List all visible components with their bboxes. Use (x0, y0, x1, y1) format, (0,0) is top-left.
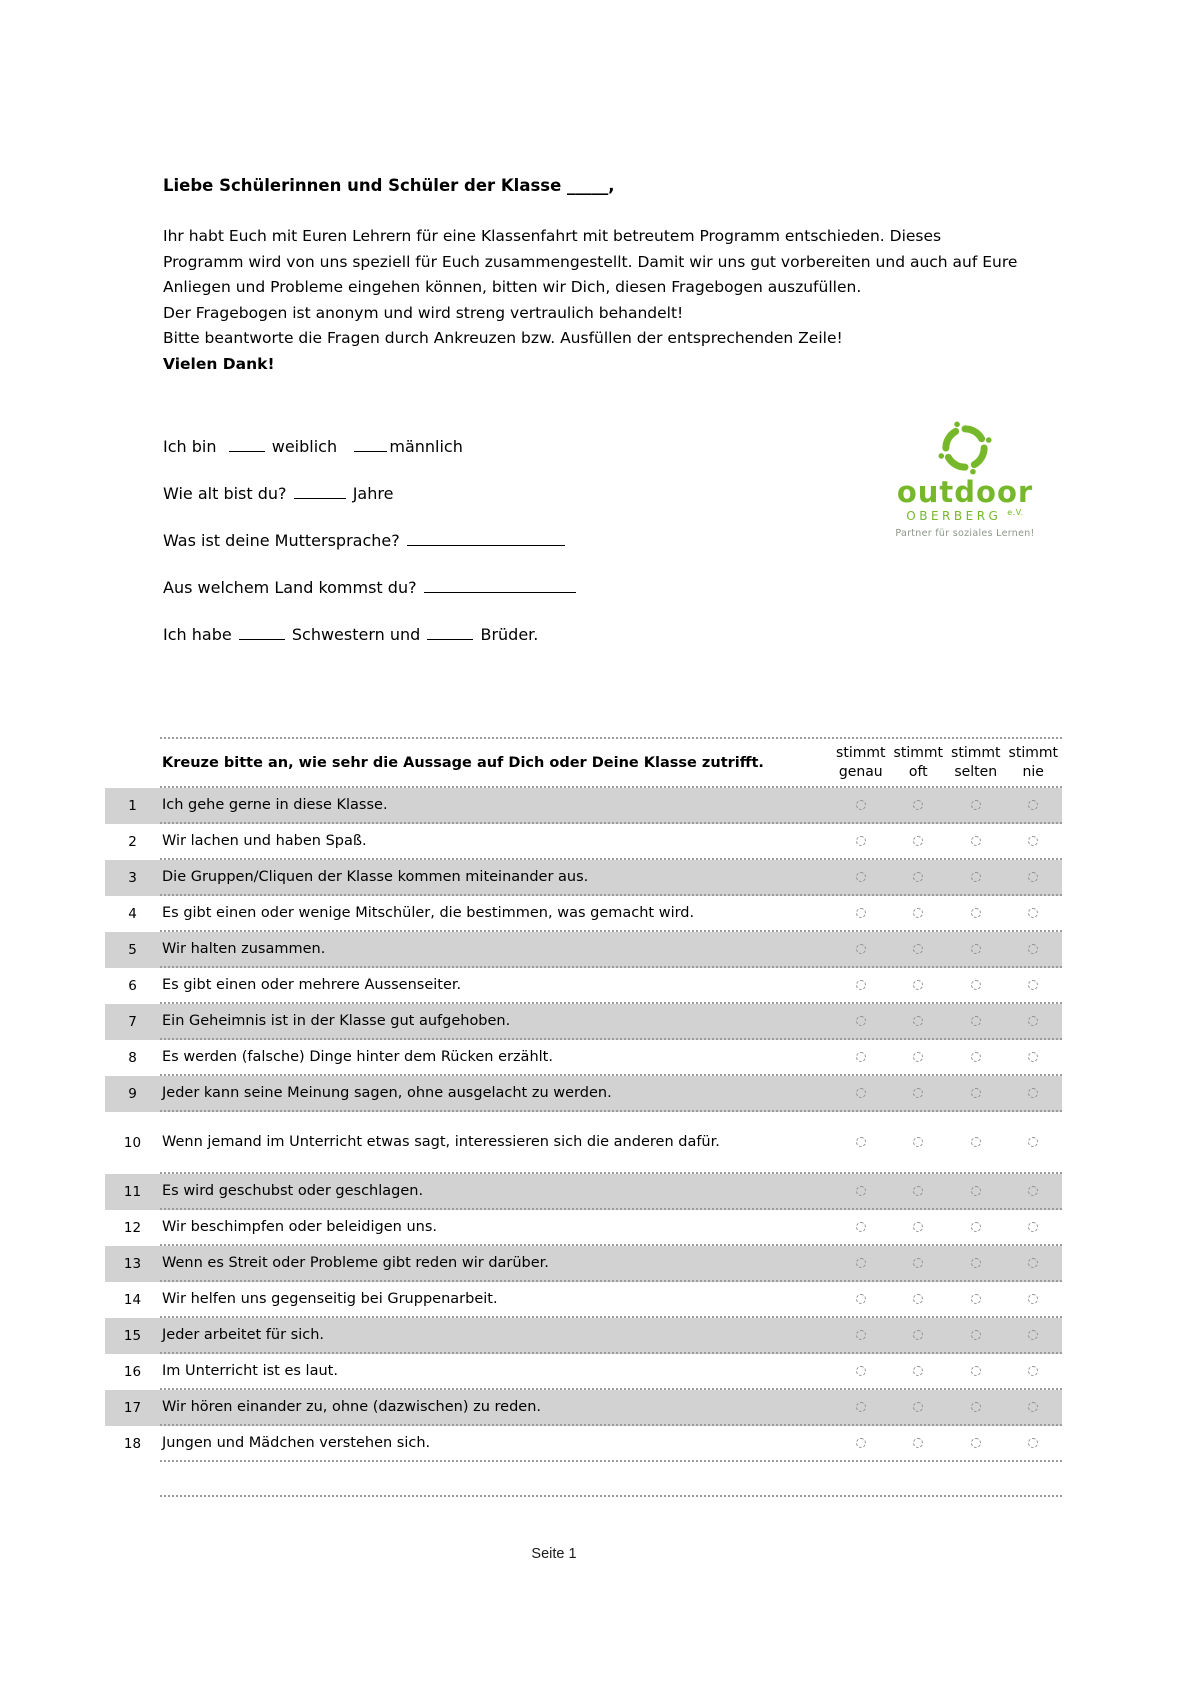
statement-text: Ich gehe gerne in diese Klasse. (162, 797, 388, 813)
radio-nie[interactable] (1028, 1294, 1038, 1304)
statement-number: 7 (128, 1014, 137, 1030)
option-cell-oft (890, 1426, 948, 1460)
option-cell-nie (1005, 1210, 1063, 1244)
logo-wordmark: outdoor (896, 475, 1034, 509)
outdoor-oberberg-logo (895, 420, 1035, 539)
option-cell-selten (947, 932, 1005, 966)
radio-selten[interactable] (971, 944, 981, 954)
statement-row-8 (105, 1040, 1062, 1076)
statement-row-13 (105, 1246, 1062, 1282)
option-cell-genau (832, 1318, 890, 1352)
statement-number: 13 (123, 1256, 142, 1272)
intro-paragraph-line: Anliegen und Probleme eingehen können, bitten wir Dich, diesen Fragebogen auszufüllen. (163, 278, 862, 296)
option-cell-selten (947, 1318, 1005, 1352)
radio-selten[interactable] (971, 1016, 981, 1026)
option-cell-genau (832, 1426, 890, 1460)
people-circle-icon (937, 420, 993, 476)
radio-genau[interactable] (856, 1258, 866, 1268)
option-cell-selten (947, 1174, 1005, 1208)
radio-oft[interactable] (913, 1016, 923, 1026)
option-cell-selten (947, 1282, 1005, 1316)
radio-oft[interactable] (913, 800, 923, 810)
radio-oft[interactable] (913, 1438, 923, 1448)
field-label-text: Schwestern und (286, 625, 426, 644)
statement-text: Es werden (falsche) Dinge hinter dem Rücken erzählt. (162, 1049, 553, 1065)
option-cell-selten (947, 1354, 1005, 1388)
radio-nie[interactable] (1028, 1438, 1038, 1448)
radio-oft[interactable] (913, 1294, 923, 1304)
field-country (163, 577, 783, 598)
statement-text: Wir beschimpfen oder beleidigen uns. (162, 1219, 438, 1235)
option-cell-nie (1005, 932, 1063, 966)
fill-in-blank[interactable] (427, 638, 473, 640)
radio-genau[interactable] (856, 980, 866, 990)
option-header-nie: stimmt nie (1008, 745, 1058, 780)
option-cell-selten (947, 1004, 1005, 1038)
option-header-oft: stimmt oft (893, 745, 943, 780)
demographic-fields (163, 436, 783, 671)
fill-in-blank[interactable] (424, 591, 576, 593)
option-cell-selten (947, 1390, 1005, 1424)
option-cell-nie (1005, 1246, 1063, 1280)
field-mother-tongue (163, 530, 783, 551)
statement-row-18 (105, 1426, 1062, 1462)
radio-oft[interactable] (913, 908, 923, 918)
radio-genau[interactable] (856, 1366, 866, 1376)
option-cell-oft (890, 788, 948, 822)
statement-number: 1 (128, 798, 137, 814)
fill-in-blank[interactable] (229, 450, 265, 452)
option-cell-selten (947, 1112, 1005, 1172)
option-cell-selten (947, 1426, 1005, 1460)
survey-table (105, 737, 1062, 1497)
radio-nie[interactable] (1028, 980, 1038, 990)
statement-number: 6 (128, 978, 137, 994)
statement-row-1 (105, 788, 1062, 824)
option-cell-oft (890, 1174, 948, 1208)
radio-genau[interactable] (856, 800, 866, 810)
field-label-text: weiblich (266, 437, 353, 456)
radio-selten[interactable] (971, 1402, 981, 1412)
radio-selten[interactable] (971, 1186, 981, 1196)
radio-nie[interactable] (1028, 1366, 1038, 1376)
radio-genau[interactable] (856, 908, 866, 918)
statement-text: Es gibt einen oder wenige Mitschüler, die bestimmen, was gemacht wird. (162, 905, 695, 921)
option-cell-genau (832, 1004, 890, 1038)
statement-number: 11 (123, 1184, 142, 1200)
radio-selten[interactable] (971, 1366, 981, 1376)
radio-genau[interactable] (856, 1222, 866, 1232)
radio-nie[interactable] (1028, 1186, 1038, 1196)
fill-in-blank[interactable] (294, 497, 346, 499)
radio-oft[interactable] (913, 1186, 923, 1196)
option-cell-oft (890, 1354, 948, 1388)
statement-number: 10 (123, 1135, 142, 1151)
radio-nie[interactable] (1028, 1137, 1038, 1147)
option-cell-nie (1005, 1426, 1063, 1460)
trailing-dotted-line (160, 1495, 1062, 1497)
radio-genau[interactable] (856, 872, 866, 882)
statement-number: 4 (128, 906, 137, 922)
statement-row-2 (105, 824, 1062, 860)
statement-number: 14 (123, 1292, 142, 1308)
option-cell-oft (890, 1076, 948, 1110)
option-cell-selten (947, 824, 1005, 858)
radio-genau[interactable] (856, 1052, 866, 1062)
option-cell-nie (1005, 1318, 1063, 1352)
option-cell-genau (832, 1174, 890, 1208)
statement-number: 8 (128, 1050, 137, 1066)
statement-number: 15 (123, 1328, 142, 1344)
option-cell-nie (1005, 1112, 1063, 1172)
radio-oft[interactable] (913, 1088, 923, 1098)
radio-genau[interactable] (856, 1186, 866, 1196)
intro-paragraph-line: Ihr habt Euch mit Euren Lehrern für eine Klassenfahrt mit betreutem Programm entschieden. Dieses (163, 227, 942, 245)
statement-text: Jeder kann seine Meinung sagen, ohne ausgelacht zu werden. (162, 1085, 612, 1101)
option-cell-genau (832, 1076, 890, 1110)
field-label-text: Jahre (347, 484, 394, 503)
option-cell-selten (947, 1076, 1005, 1110)
survey-table-header (105, 737, 1062, 788)
statement-text: Wir hören einander zu, ohne (dazwischen) zu reden. (162, 1399, 541, 1415)
option-cell-oft (890, 932, 948, 966)
fill-in-blank[interactable] (239, 638, 285, 640)
radio-oft[interactable] (913, 836, 923, 846)
radio-nie[interactable] (1028, 836, 1038, 846)
statement-text: Im Unterricht ist es laut. (162, 1363, 338, 1379)
intro-paragraph-line: Der Fragebogen ist anonym und wird streng vertraulich behandelt! (163, 303, 684, 322)
field-label-text: Ich bin (163, 437, 227, 456)
statement-text: Es gibt einen oder mehrere Aussenseiter. (162, 977, 462, 993)
radio-nie[interactable] (1028, 944, 1038, 954)
radio-oft[interactable] (913, 1052, 923, 1062)
option-cell-nie (1005, 1354, 1063, 1388)
radio-genau[interactable] (856, 836, 866, 846)
field-label-text: Was ist deine Muttersprache? (163, 531, 405, 550)
intro-paragraph-line: Programm wird von uns speziell für Euch zusammengestellt. Damit wir uns gut vorbereiten und auch auf Eure (163, 252, 1018, 271)
radio-selten[interactable] (971, 1438, 981, 1448)
radio-oft[interactable] (913, 1137, 923, 1147)
intro-paragraph (163, 224, 1068, 377)
radio-selten[interactable] (971, 836, 981, 846)
option-cell-nie (1005, 896, 1063, 930)
option-cell-oft (890, 1004, 948, 1038)
radio-oft[interactable] (913, 980, 923, 990)
option-cell-nie (1005, 1004, 1063, 1038)
fill-in-blank[interactable] (354, 450, 387, 452)
statement-row-16 (105, 1354, 1062, 1390)
option-cell-oft (890, 1040, 948, 1074)
option-cell-genau (832, 824, 890, 858)
option-cell-genau (832, 1390, 890, 1424)
option-cell-selten (947, 1040, 1005, 1074)
radio-selten[interactable] (971, 1052, 981, 1062)
statement-number: 16 (123, 1364, 142, 1380)
option-cell-selten (947, 896, 1005, 930)
option-cell-genau (832, 968, 890, 1002)
statement-text: Die Gruppen/Cliquen der Klasse kommen miteinander aus. (162, 869, 589, 885)
statement-number: 12 (123, 1220, 142, 1236)
option-cell-nie (1005, 968, 1063, 1002)
radio-genau[interactable] (856, 1402, 866, 1412)
statement-number: 17 (123, 1400, 142, 1416)
statement-number: 18 (123, 1436, 142, 1452)
fill-in-blank[interactable] (407, 544, 565, 546)
statement-row-7 (105, 1004, 1062, 1040)
radio-selten[interactable] (971, 980, 981, 990)
logo-tagline: Partner für soziales Lernen! (895, 528, 1035, 539)
radio-genau[interactable] (856, 1016, 866, 1026)
field-label-text: männlich (389, 437, 463, 456)
option-cell-selten (947, 1246, 1005, 1280)
field-age (163, 483, 783, 504)
radio-oft[interactable] (913, 1366, 923, 1376)
option-cell-genau (832, 1246, 890, 1280)
option-cell-nie (1005, 824, 1063, 858)
radio-genau[interactable] (856, 944, 866, 954)
radio-oft[interactable] (913, 1222, 923, 1232)
option-cell-oft (890, 1318, 948, 1352)
radio-nie[interactable] (1028, 1402, 1038, 1412)
option-cell-selten (947, 968, 1005, 1002)
option-cell-nie (1005, 1076, 1063, 1110)
option-cell-selten (947, 788, 1005, 822)
option-cell-genau (832, 1354, 890, 1388)
statement-row-5 (105, 932, 1062, 968)
option-cell-genau (832, 932, 890, 966)
field-label-text: Brüder. (475, 625, 539, 644)
statement-number: 5 (128, 942, 137, 958)
radio-genau[interactable] (856, 1438, 866, 1448)
option-cell-nie (1005, 1282, 1063, 1316)
radio-oft[interactable] (913, 1258, 923, 1268)
radio-nie[interactable] (1028, 1330, 1038, 1340)
radio-nie[interactable] (1028, 1016, 1038, 1026)
option-cell-oft (890, 824, 948, 858)
radio-oft[interactable] (913, 1330, 923, 1340)
option-cell-genau (832, 896, 890, 930)
option-cell-genau (832, 1282, 890, 1316)
radio-oft[interactable] (913, 872, 923, 882)
survey-instruction: Kreuze bitte an, wie sehr die Aussage auf Dich oder Deine Klasse zutrifft. (162, 755, 764, 771)
radio-genau[interactable] (856, 1088, 866, 1098)
statement-row-4 (105, 896, 1062, 932)
page-number: Seite 1 (531, 1546, 577, 1562)
option-cell-nie (1005, 1174, 1063, 1208)
statement-text: Jeder arbeitet für sich. (162, 1327, 325, 1343)
statement-number: 3 (128, 870, 137, 886)
field-gender (163, 436, 783, 457)
field-label-text: Wie alt bist du? (163, 484, 292, 503)
option-cell-oft (890, 1282, 948, 1316)
statement-text: Wir helfen uns gegenseitig bei Gruppenarbeit. (162, 1291, 498, 1307)
radio-nie[interactable] (1028, 1258, 1038, 1268)
radio-oft[interactable] (913, 1402, 923, 1412)
option-cell-genau (832, 1040, 890, 1074)
radio-nie[interactable] (1028, 800, 1038, 810)
radio-selten[interactable] (971, 1258, 981, 1268)
statement-text: Wir lachen und haben Spaß. (162, 833, 367, 849)
statement-text: Ein Geheimnis ist in der Klasse gut aufgehoben. (162, 1013, 511, 1029)
statement-number: 2 (128, 834, 137, 850)
greeting-heading: Liebe Schülerinnen und Schüler der Klasse _____, (163, 176, 615, 195)
field-siblings (163, 624, 783, 645)
field-label-text: Ich habe (163, 625, 237, 644)
option-cell-genau (832, 1112, 890, 1172)
option-header-genau: stimmt genau (836, 745, 886, 780)
header-number-spacer (105, 737, 160, 788)
thanks-text: Vielen Dank! (163, 354, 275, 373)
radio-selten[interactable] (971, 1294, 981, 1304)
option-cell-oft (890, 1390, 948, 1424)
option-cell-selten (947, 1210, 1005, 1244)
statement-row-9 (105, 1076, 1062, 1112)
radio-nie[interactable] (1028, 872, 1038, 882)
option-cell-genau (832, 1210, 890, 1244)
intro-paragraph-line: Bitte beantworte die Fragen durch Ankreuzen bzw. Ausfüllen der entsprechenden Zeile! (163, 329, 843, 347)
option-cell-genau (832, 788, 890, 822)
radio-oft[interactable] (913, 944, 923, 954)
radio-selten[interactable] (971, 1330, 981, 1340)
option-cell-nie (1005, 788, 1063, 822)
logo-subtitle: OBERBERG $^{e.V.}$ (906, 508, 1024, 523)
radio-genau[interactable] (856, 1294, 866, 1304)
field-label-text: Aus welchem Land kommst du? (163, 578, 422, 597)
option-cell-nie (1005, 1390, 1063, 1424)
statement-row-11 (105, 1174, 1062, 1210)
radio-selten[interactable] (971, 872, 981, 882)
radio-selten[interactable] (971, 908, 981, 918)
statement-text: Wir halten zusammen. (162, 941, 326, 957)
option-cell-selten (947, 860, 1005, 894)
radio-nie[interactable] (1028, 908, 1038, 918)
radio-selten[interactable] (971, 1088, 981, 1098)
option-cell-oft (890, 896, 948, 930)
option-cell-genau (832, 860, 890, 894)
statement-row-3 (105, 860, 1062, 896)
radio-genau[interactable] (856, 1330, 866, 1340)
option-cell-nie (1005, 860, 1063, 894)
statement-number: 9 (128, 1086, 137, 1102)
option-cell-oft (890, 860, 948, 894)
statement-text: Wenn es Streit oder Probleme gibt reden wir darüber. (162, 1255, 549, 1271)
statement-row-10 (105, 1112, 1062, 1174)
radio-nie[interactable] (1028, 1052, 1038, 1062)
radio-selten[interactable] (971, 1137, 981, 1147)
statement-row-14 (105, 1282, 1062, 1318)
radio-selten[interactable] (971, 1222, 981, 1232)
radio-selten[interactable] (971, 800, 981, 810)
statement-row-12 (105, 1210, 1062, 1246)
statement-row-15 (105, 1318, 1062, 1354)
option-cell-nie (1005, 1040, 1063, 1074)
radio-nie[interactable] (1028, 1222, 1038, 1232)
statement-text: Es wird geschubst oder geschlagen. (162, 1183, 424, 1199)
option-cell-oft (890, 1210, 948, 1244)
statement-text: Wenn jemand im Unterricht etwas sagt, interessieren sich die anderen dafür. (162, 1134, 720, 1150)
statement-text: Jungen und Mädchen verstehen sich. (162, 1435, 431, 1451)
radio-genau[interactable] (856, 1137, 866, 1147)
option-header-selten: stimmt selten (951, 745, 1001, 780)
option-cell-oft (890, 1112, 948, 1172)
statement-row-6 (105, 968, 1062, 1004)
radio-nie[interactable] (1028, 1088, 1038, 1098)
option-cell-oft (890, 1246, 948, 1280)
option-cell-oft (890, 968, 948, 1002)
statement-row-17 (105, 1390, 1062, 1426)
